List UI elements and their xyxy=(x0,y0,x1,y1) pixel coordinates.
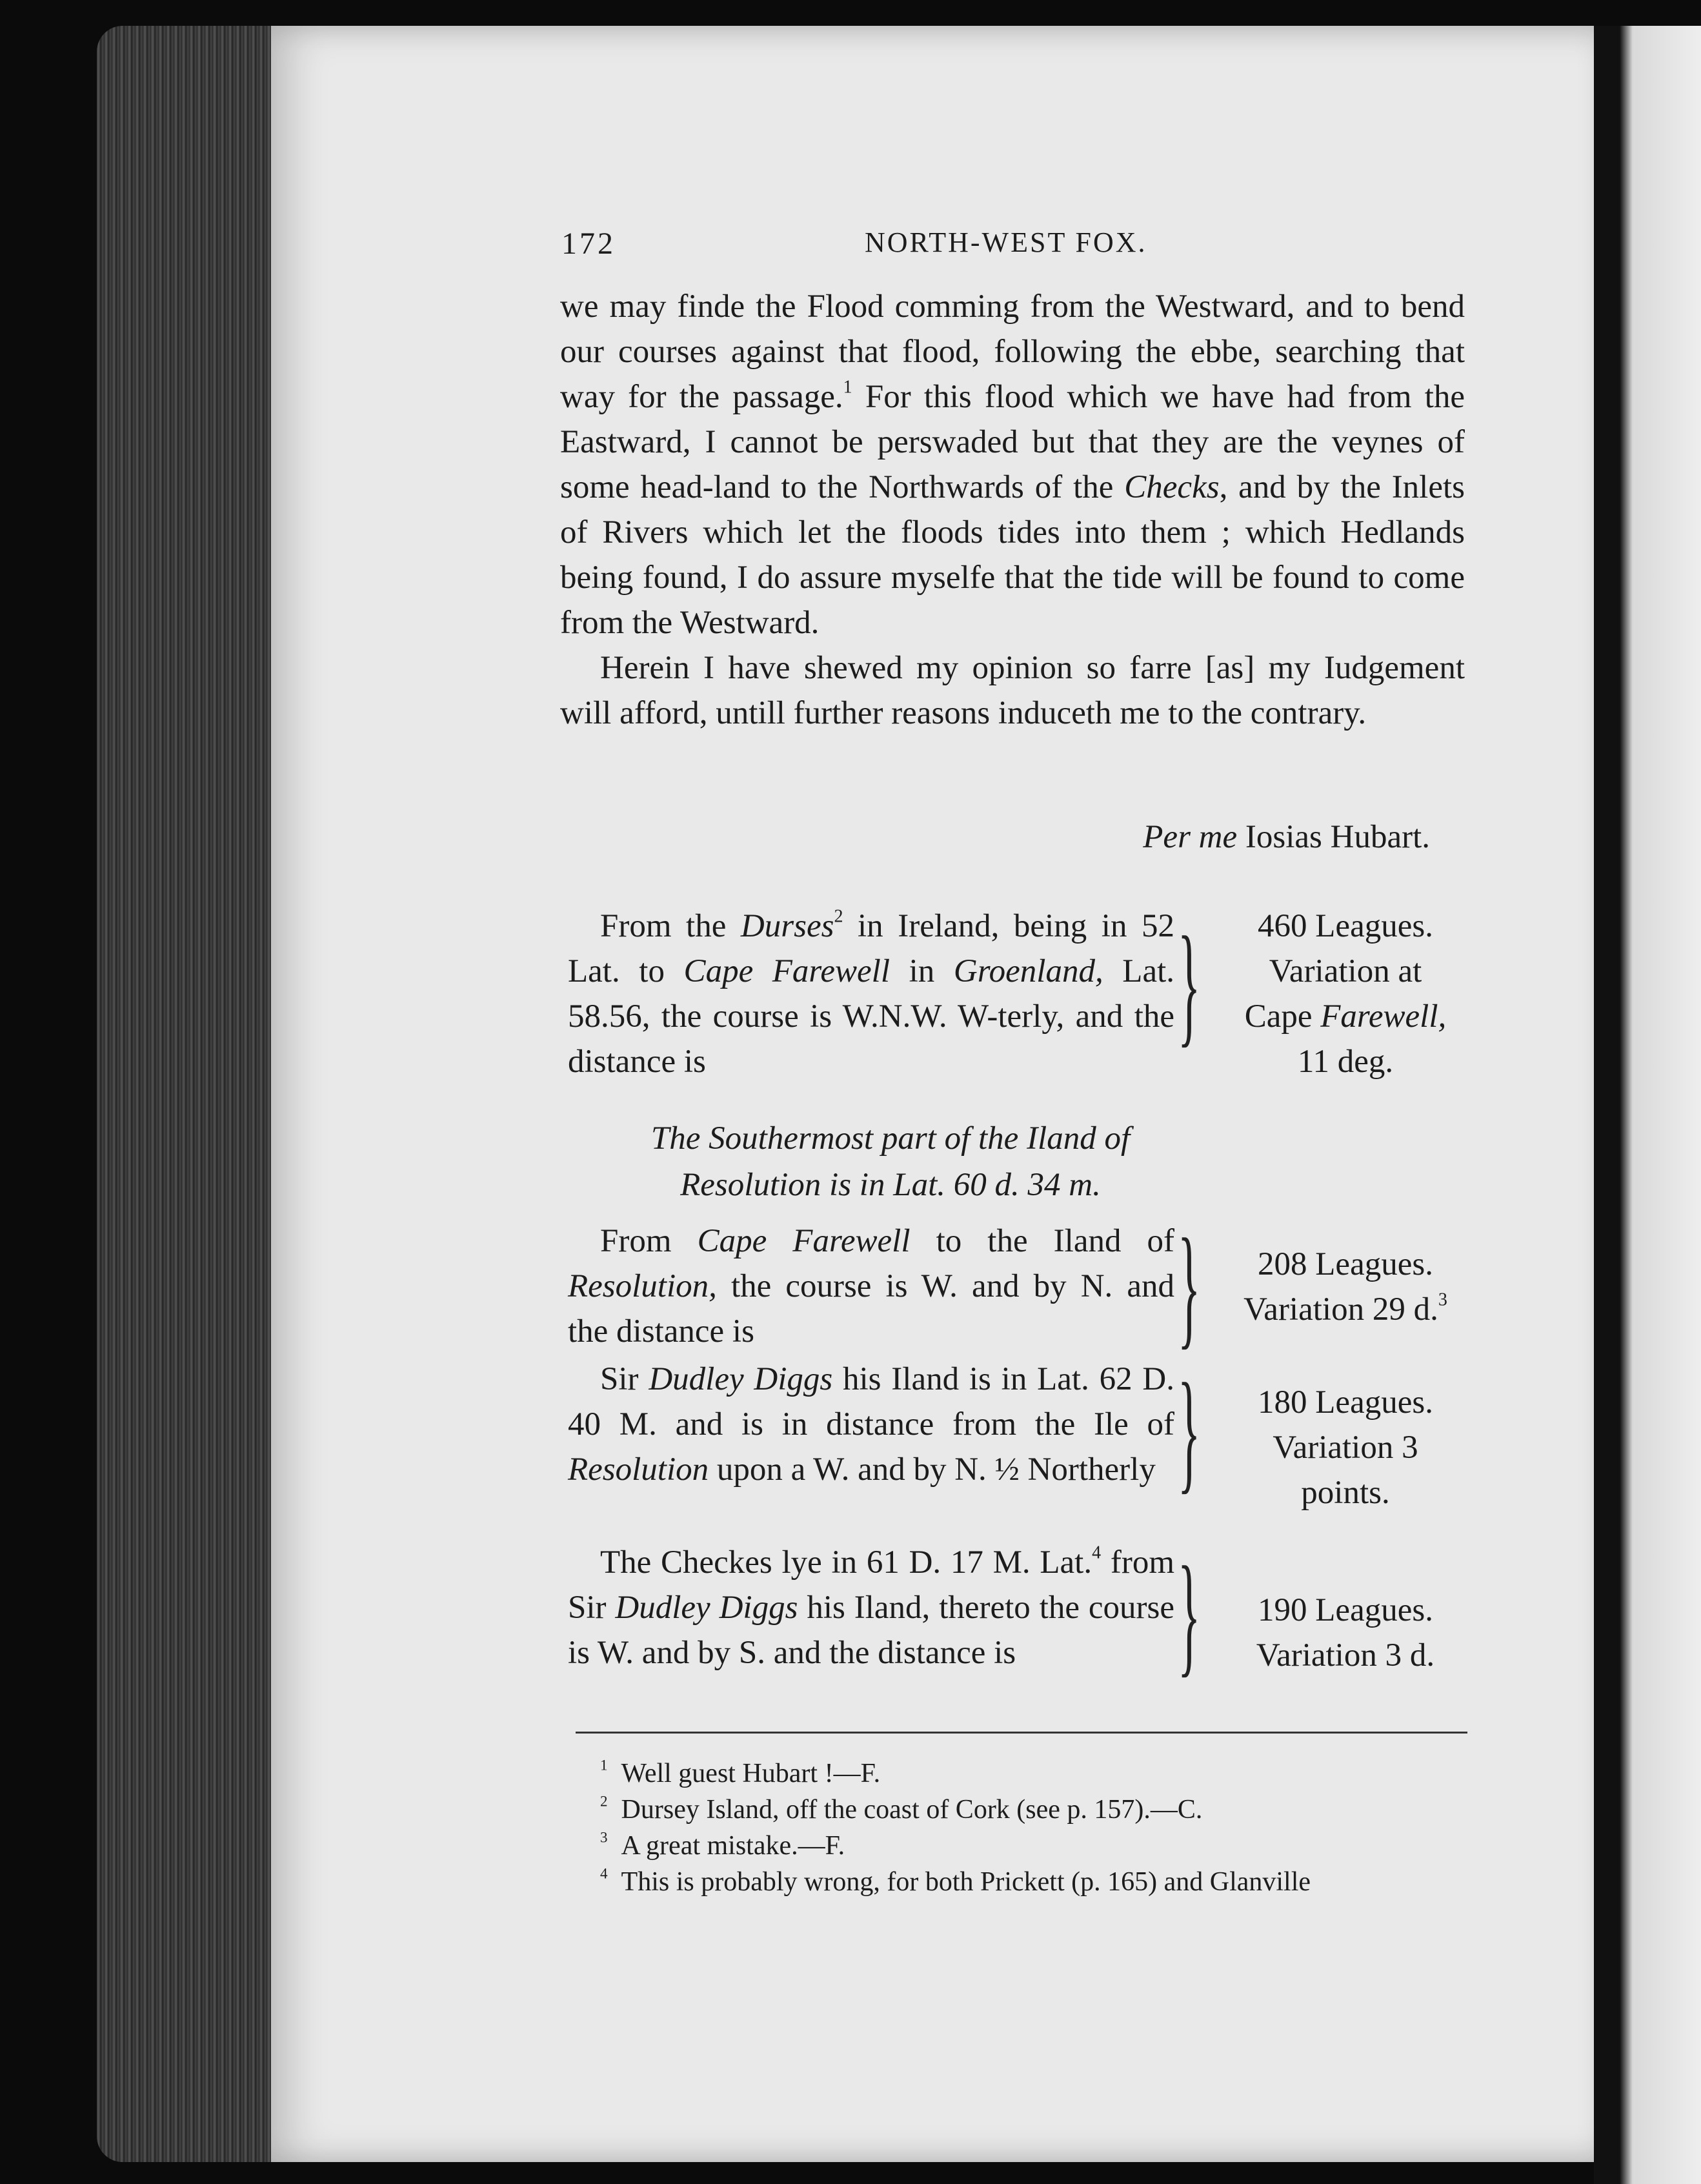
r3-variation: Variation 3 xyxy=(1273,1430,1418,1466)
footnote-text: Well guest Hubart !—F. xyxy=(621,1759,881,1788)
r1-variation: Variation at xyxy=(1269,953,1422,989)
brace: } xyxy=(1178,1539,1201,1689)
page-header xyxy=(561,226,1465,265)
r2-variation: Variation 29 d. xyxy=(1243,1291,1438,1328)
footnote-text: A great mistake.—F. xyxy=(621,1831,845,1861)
r1-leagues: 460 Leagues. xyxy=(1258,908,1433,944)
footnote xyxy=(600,1755,1484,1792)
book-binding xyxy=(97,26,290,2162)
footnote-text: This is probably wrong, for both Prickett (p. 165) and Glanville xyxy=(621,1867,1311,1897)
row-3-values xyxy=(1213,1380,1478,1515)
footnote xyxy=(600,1828,1484,1864)
r2-a: From xyxy=(600,1223,698,1259)
r4-variation: Variation 3 d. xyxy=(1256,1637,1435,1673)
r3-b: his Iland is in Lat. 62 D. 40 M. and is in distance from the Ile of xyxy=(568,1361,1174,1442)
row-2-values xyxy=(1213,1242,1478,1332)
p1-text-b: For this flood which we have had from the Eastward, I cannot be perswaded but that they are the veynes of some head-land to the Northwards of the xyxy=(560,379,1465,505)
r1-cape: Cape Farewell xyxy=(683,953,891,989)
r2-c: the course is W. and by N. and the distance is xyxy=(568,1268,1174,1350)
r2-leagues: 208 Leagues. xyxy=(1258,1246,1433,1282)
r2-cape: Cape Farewell xyxy=(697,1223,911,1259)
brace: } xyxy=(1178,1211,1201,1361)
signature xyxy=(560,818,1430,856)
footnote-mark: 3 xyxy=(600,1828,608,1846)
r1-durses: Durses xyxy=(740,908,834,944)
footnote-mark: 2 xyxy=(600,1792,608,1810)
r1-d: Lat. 58.56, the course is W.N.W. W-terly, and the distance is xyxy=(568,953,1175,1080)
row-1-text xyxy=(568,904,1174,1084)
footnote xyxy=(600,1792,1484,1828)
caption-line-1: The Southermost part of the Iland of xyxy=(650,1120,1131,1157)
row-4-text xyxy=(568,1540,1174,1675)
paragraph-1 xyxy=(560,284,1465,645)
r1-farewell: Farewell, xyxy=(1320,998,1447,1035)
table-row xyxy=(568,1357,1484,1544)
brace: } xyxy=(1178,909,1201,1059)
p1-checks: Checks xyxy=(1124,469,1220,505)
r4-c: his Iland, thereto the course is W. and by S. and the distance is xyxy=(568,1590,1174,1671)
paragraph-2: Herein I have shewed my opinion so farre [as] my Iudgement will afford, untill further reasons induceth me to the contrary. xyxy=(560,650,1465,731)
r4-dudley: Dudley Diggs xyxy=(615,1590,798,1626)
r3-points: points. xyxy=(1301,1475,1390,1511)
r1-deg: 11 deg. xyxy=(1297,1044,1394,1080)
signature-name: Iosias Hubart. xyxy=(1237,819,1430,855)
table-row xyxy=(568,1211,1484,1361)
caption-line-2: Resolution is in Lat. 60 d. 34 m. xyxy=(680,1167,1101,1203)
r3-dudley: Dudley Diggs xyxy=(649,1361,833,1397)
footnote-rule xyxy=(576,1732,1467,1734)
r1-cape-word: Cape xyxy=(1244,998,1321,1035)
footnotes xyxy=(600,1755,1484,1900)
footnote-ref-1: 1 xyxy=(843,377,852,398)
r3-leagues: 180 Leagues. xyxy=(1258,1384,1433,1421)
r2-b: to the Iland of xyxy=(910,1223,1174,1259)
facing-page-edge xyxy=(1594,26,1701,2184)
r3-a: Sir xyxy=(600,1361,649,1397)
row-4-values xyxy=(1213,1588,1478,1678)
brace: } xyxy=(1178,1356,1201,1506)
page-number: 172 xyxy=(561,227,616,261)
row-1-values xyxy=(1213,904,1478,1084)
r4-b: from Sir xyxy=(568,1544,1174,1626)
footnote-ref-2: 2 xyxy=(834,906,843,927)
r4-leagues: 190 Leagues. xyxy=(1258,1592,1433,1628)
footnote-ref-3: 3 xyxy=(1438,1289,1447,1310)
r3-c: upon a W. and by N. ½ Northerly xyxy=(709,1451,1156,1488)
r2-variation-line xyxy=(1213,1287,1478,1332)
r1-a: From the xyxy=(600,908,741,944)
footnote-ref-4: 4 xyxy=(1092,1542,1102,1563)
footnote-mark: 1 xyxy=(600,1756,608,1774)
r3-reso: Resolution xyxy=(568,1451,709,1488)
r4-a: The Checkes lye in 61 D. 17 M. Lat. xyxy=(600,1544,1092,1581)
r1-groen: Groenland, xyxy=(953,953,1103,989)
footnote-text: Dursey Island, off the coast of Cork (see p. 157).—C. xyxy=(621,1795,1203,1825)
row-3-text xyxy=(568,1357,1174,1492)
row-2-text xyxy=(568,1218,1174,1354)
r1-b: in Ireland, being in 52 Lat. to xyxy=(568,908,1174,989)
signature-per-me: Per me xyxy=(1143,819,1238,855)
running-title: NORTH-WEST FOX. xyxy=(865,227,1147,258)
body-text xyxy=(560,284,1465,736)
r1-c: in xyxy=(890,953,954,989)
r1-cape-line xyxy=(1213,994,1478,1039)
footnote xyxy=(600,1864,1484,1900)
r2-reso: Resolution, xyxy=(568,1268,717,1304)
p1-text-c: , and by the Inlets of Rivers which let the floods tides into them ; which Hedlands being found, I do assure myselfe that the tide will be found to come from the Westward. xyxy=(560,469,1465,641)
table-row xyxy=(568,1540,1484,1727)
p1-text-a: we may finde the Flood comming from the Westward, and to bend our courses against that flood, following the ebbe, searching that way for the passage. xyxy=(560,288,1465,415)
footnote-mark: 4 xyxy=(600,1865,608,1882)
table-row xyxy=(568,904,1484,1091)
